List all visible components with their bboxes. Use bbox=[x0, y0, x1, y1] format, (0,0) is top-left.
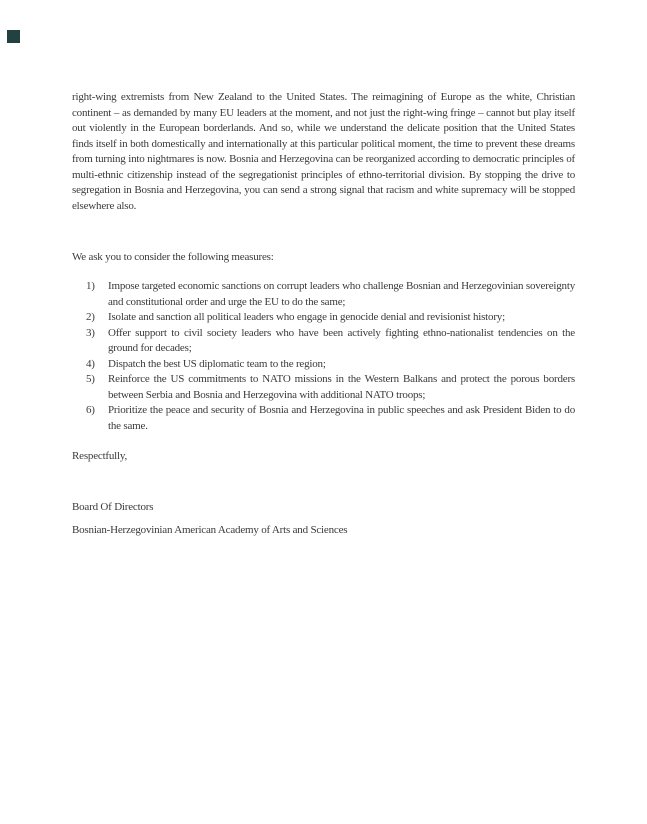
measure-item bbox=[72, 403, 575, 434]
measure-number: 4) bbox=[86, 357, 95, 370]
measure-text: Isolate and sanction all political leaders who engage in genocide denial and revisionist history; bbox=[108, 311, 505, 323]
measure-number: 2) bbox=[86, 311, 95, 323]
measure-item bbox=[72, 279, 575, 310]
measure-text: Offer support to civil society leaders who have been actively fighting ethno-nationalist tendencies on the ground for decades; bbox=[108, 326, 575, 354]
measure-number: 5) bbox=[86, 373, 95, 385]
measures-list bbox=[72, 279, 575, 434]
organization-line: Bosnian-Herzegovinian American Academy of Arts and Sciences bbox=[72, 524, 348, 536]
measure-text: Impose targeted economic sanctions on corrupt leaders who challenge Bosnian and Herzegovinian sovereignty and constitutional order and urge the EU to do the same; bbox=[108, 280, 575, 308]
paragraph-intro: We ask you to consider the following measures: bbox=[72, 251, 274, 263]
measure-number: 1) bbox=[86, 280, 95, 292]
paragraph-main: right-wing extremists from New Zealand to the United States. The reimagining of Europe as the white, Christian continent – as demanded by many EU leaders at the moment, and not just the right-wing fringe – cannot but play itself out violently in the European borderlands. And so, while we understand the delicate position that the United States finds itself in both domestically and internationally at this particular political moment, the time to prevent these dreams from turning into nightmares is now. Bosnia and Herzegovina can be reorganized according to democratic principles of multi-ethnic citizenship instead of the segregationist principles of ethno-territorial division. By stopping the drive to segregation in Bosnia and Herzegovina, you can send a strong signal that racism and white supremacy will be stopped elsewhere also. bbox=[72, 91, 575, 212]
measure-number: 3) bbox=[86, 326, 95, 339]
measure-text: Prioritize the peace and security of Bosnia and Herzegovina in public speeches and ask President Biden to do the same. bbox=[108, 404, 575, 432]
corner-mark bbox=[7, 30, 20, 43]
measure-number: 6) bbox=[86, 404, 95, 416]
measure-item bbox=[72, 357, 575, 373]
measure-item bbox=[72, 326, 575, 357]
closing-line: Respectfully, bbox=[72, 450, 128, 462]
measure-text: Reinforce the US commitments to NATO missions in the Western Balkans and protect the porous borders between Serbia and Bosnia and Herzegovina with additional NATO troops; bbox=[108, 373, 575, 401]
measure-item bbox=[72, 310, 575, 326]
signatory-line: Board Of Directors bbox=[72, 501, 154, 513]
measure-text: Dispatch the best US diplomatic team to the region; bbox=[108, 357, 326, 370]
measure-item bbox=[72, 372, 575, 403]
